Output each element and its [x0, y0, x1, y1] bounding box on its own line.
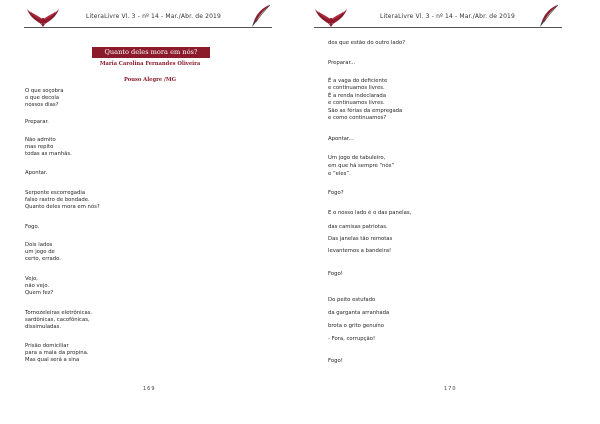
page-number: 169 [143, 386, 156, 392]
poem-title: Quanto deles mora em nós? [92, 47, 210, 58]
poem-line: e como continuamos? [328, 115, 387, 121]
page-number: 170 [444, 386, 457, 392]
poem-line: e “eles”. [328, 171, 351, 177]
poem-line: mas repito [25, 144, 54, 150]
poem-line: Um jogo de tabuleiro, [328, 155, 386, 161]
poem-line: Quem fez? [25, 290, 54, 296]
poem-line: Preparar... [328, 60, 356, 66]
poem-line: Dois lados [25, 242, 53, 248]
poem-line: Do peito estufado [328, 297, 376, 303]
poem-line: nossos dias? [25, 102, 59, 108]
poem-line: Preparar. [25, 119, 49, 125]
poem-line: em que há sempre “nós” [328, 163, 395, 169]
poem-line: Das janelas tão remotas [328, 236, 393, 242]
poem-line: da garganta arranhada [328, 310, 390, 316]
poem-line: É a vaga do deficiente [328, 78, 388, 84]
poem-line: o que decola [25, 95, 60, 101]
poem-line: Prisão domiciliar [25, 343, 69, 349]
header-title: LiteraLivre Vl. 3 - nº 14 - Mar./Abr. de 2019 [380, 13, 515, 20]
header-rule [24, 27, 272, 28]
poem-line: Quanto deles mora em nós? [25, 204, 100, 210]
poem-line: Fogo? [328, 190, 344, 196]
poem-line: e continuamos livres. [328, 85, 385, 91]
header-rule [314, 27, 562, 28]
poem-line: das camisas patriotas. [328, 224, 388, 230]
poem-line: Fogo! [328, 358, 343, 364]
poem-line: É a renda indeclarada [328, 93, 387, 99]
poem-line: para a mala da propina. [25, 350, 89, 356]
poem-line: Fogo. [25, 224, 40, 230]
quill-pen-icon [250, 4, 272, 28]
poem-line: todas as manhãs. [25, 151, 72, 157]
poem-line: sardônicas, cacofônicas, [25, 317, 90, 323]
poem-line: Serpente escorregadia [25, 190, 86, 196]
poem-line: e continuamos livres. [328, 100, 385, 106]
poem-line: dissimuladas. [25, 324, 62, 330]
poem-line: falso rastro de bondade. [25, 197, 90, 203]
poem-line: certo, errado. [25, 256, 61, 262]
poem-line: um jogo de [25, 249, 55, 255]
poem-line: São as férias da empregada [328, 108, 403, 114]
winged-emblem-icon [26, 6, 60, 28]
poem-place: Pouso Alegre /MG [123, 77, 176, 83]
poem-line: Tornozeleiras eletrônicas. [25, 310, 93, 316]
poem-line: Vejo, [25, 276, 38, 282]
poem-line: levantemos a bandeira! [328, 248, 392, 254]
right-page [300, 0, 600, 424]
poem-line: E o nosso lado é o das panelas, [328, 210, 412, 216]
poem-line: dos que estão do outro lado? [328, 40, 406, 46]
poem-line: Apontar... [328, 136, 354, 142]
poem-line: O que soçobra [25, 88, 64, 94]
poem-author: Maria Carolina Fernandes Oliveira [99, 61, 201, 67]
poem-line: brota o grito genuíno [328, 323, 385, 329]
winged-emblem-icon [314, 6, 348, 28]
poem-line: Fogo! [328, 271, 343, 277]
poem-line: Mas qual será a sina [25, 357, 80, 363]
poem-line: - Fora, corrupção! [328, 336, 376, 342]
quill-pen-icon [538, 4, 560, 28]
poem-line: não vejo. [25, 283, 50, 289]
poem-line: Não admito [25, 137, 56, 143]
poem-line: Apontar. [25, 170, 48, 176]
header-title: LiteraLivre Vl. 3 - nº 14 - Mar./Abr. de 2019 [86, 13, 221, 20]
